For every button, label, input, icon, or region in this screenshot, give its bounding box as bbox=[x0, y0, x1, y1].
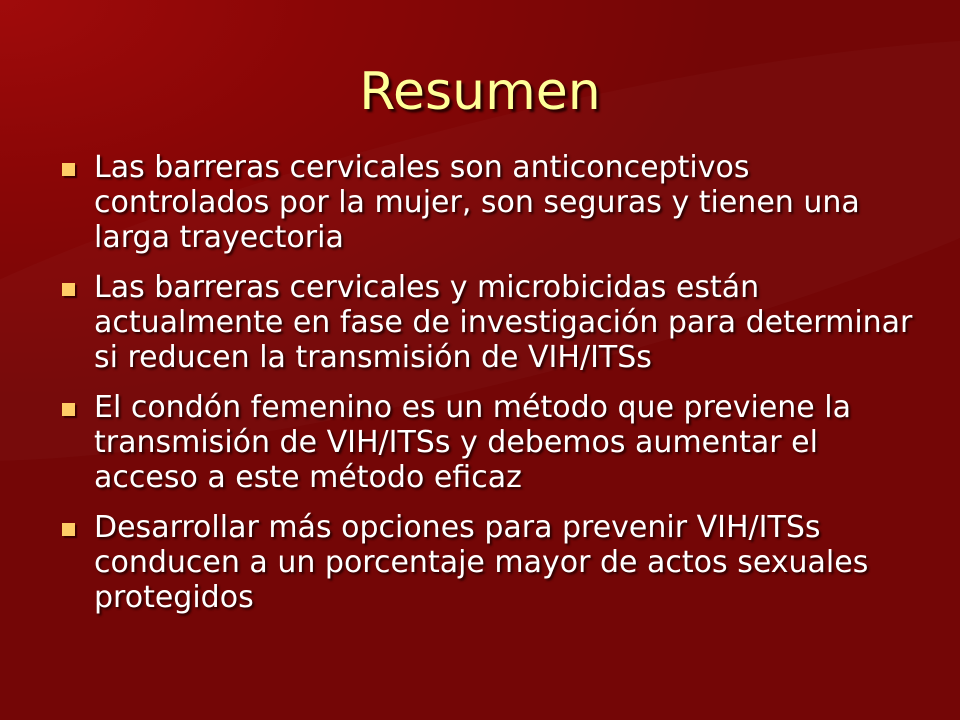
square-bullet-icon bbox=[62, 403, 75, 416]
bullet-item bbox=[56, 150, 916, 255]
bullet-text: Las barreras cervicales y microbicidas están actualmente en fase de investigación para determinar si reducen la transmisión de VIH/ITSs bbox=[94, 270, 913, 375]
bullet-list bbox=[56, 150, 916, 630]
bullet-item bbox=[56, 270, 916, 375]
bullet-item bbox=[56, 510, 916, 615]
square-bullet-icon bbox=[62, 283, 75, 296]
bullet-text: El condón femenino es un método que previene la transmisión de VIH/ITSs y debemos aumentar el acceso a este método eficaz bbox=[94, 390, 852, 495]
slide-title: Resumen bbox=[359, 62, 601, 122]
bullet-text: Las barreras cervicales son anticonceptivos controlados por la mujer, son seguras y tienen una larga trayectoria bbox=[94, 150, 860, 255]
square-bullet-icon bbox=[62, 523, 75, 536]
bullet-item bbox=[56, 390, 916, 495]
square-bullet-icon bbox=[62, 163, 75, 176]
bullet-text: Desarrollar más opciones para prevenir VIH/ITSs conducen a un porcentaje mayor de actos sexuales protegidos bbox=[94, 510, 869, 615]
